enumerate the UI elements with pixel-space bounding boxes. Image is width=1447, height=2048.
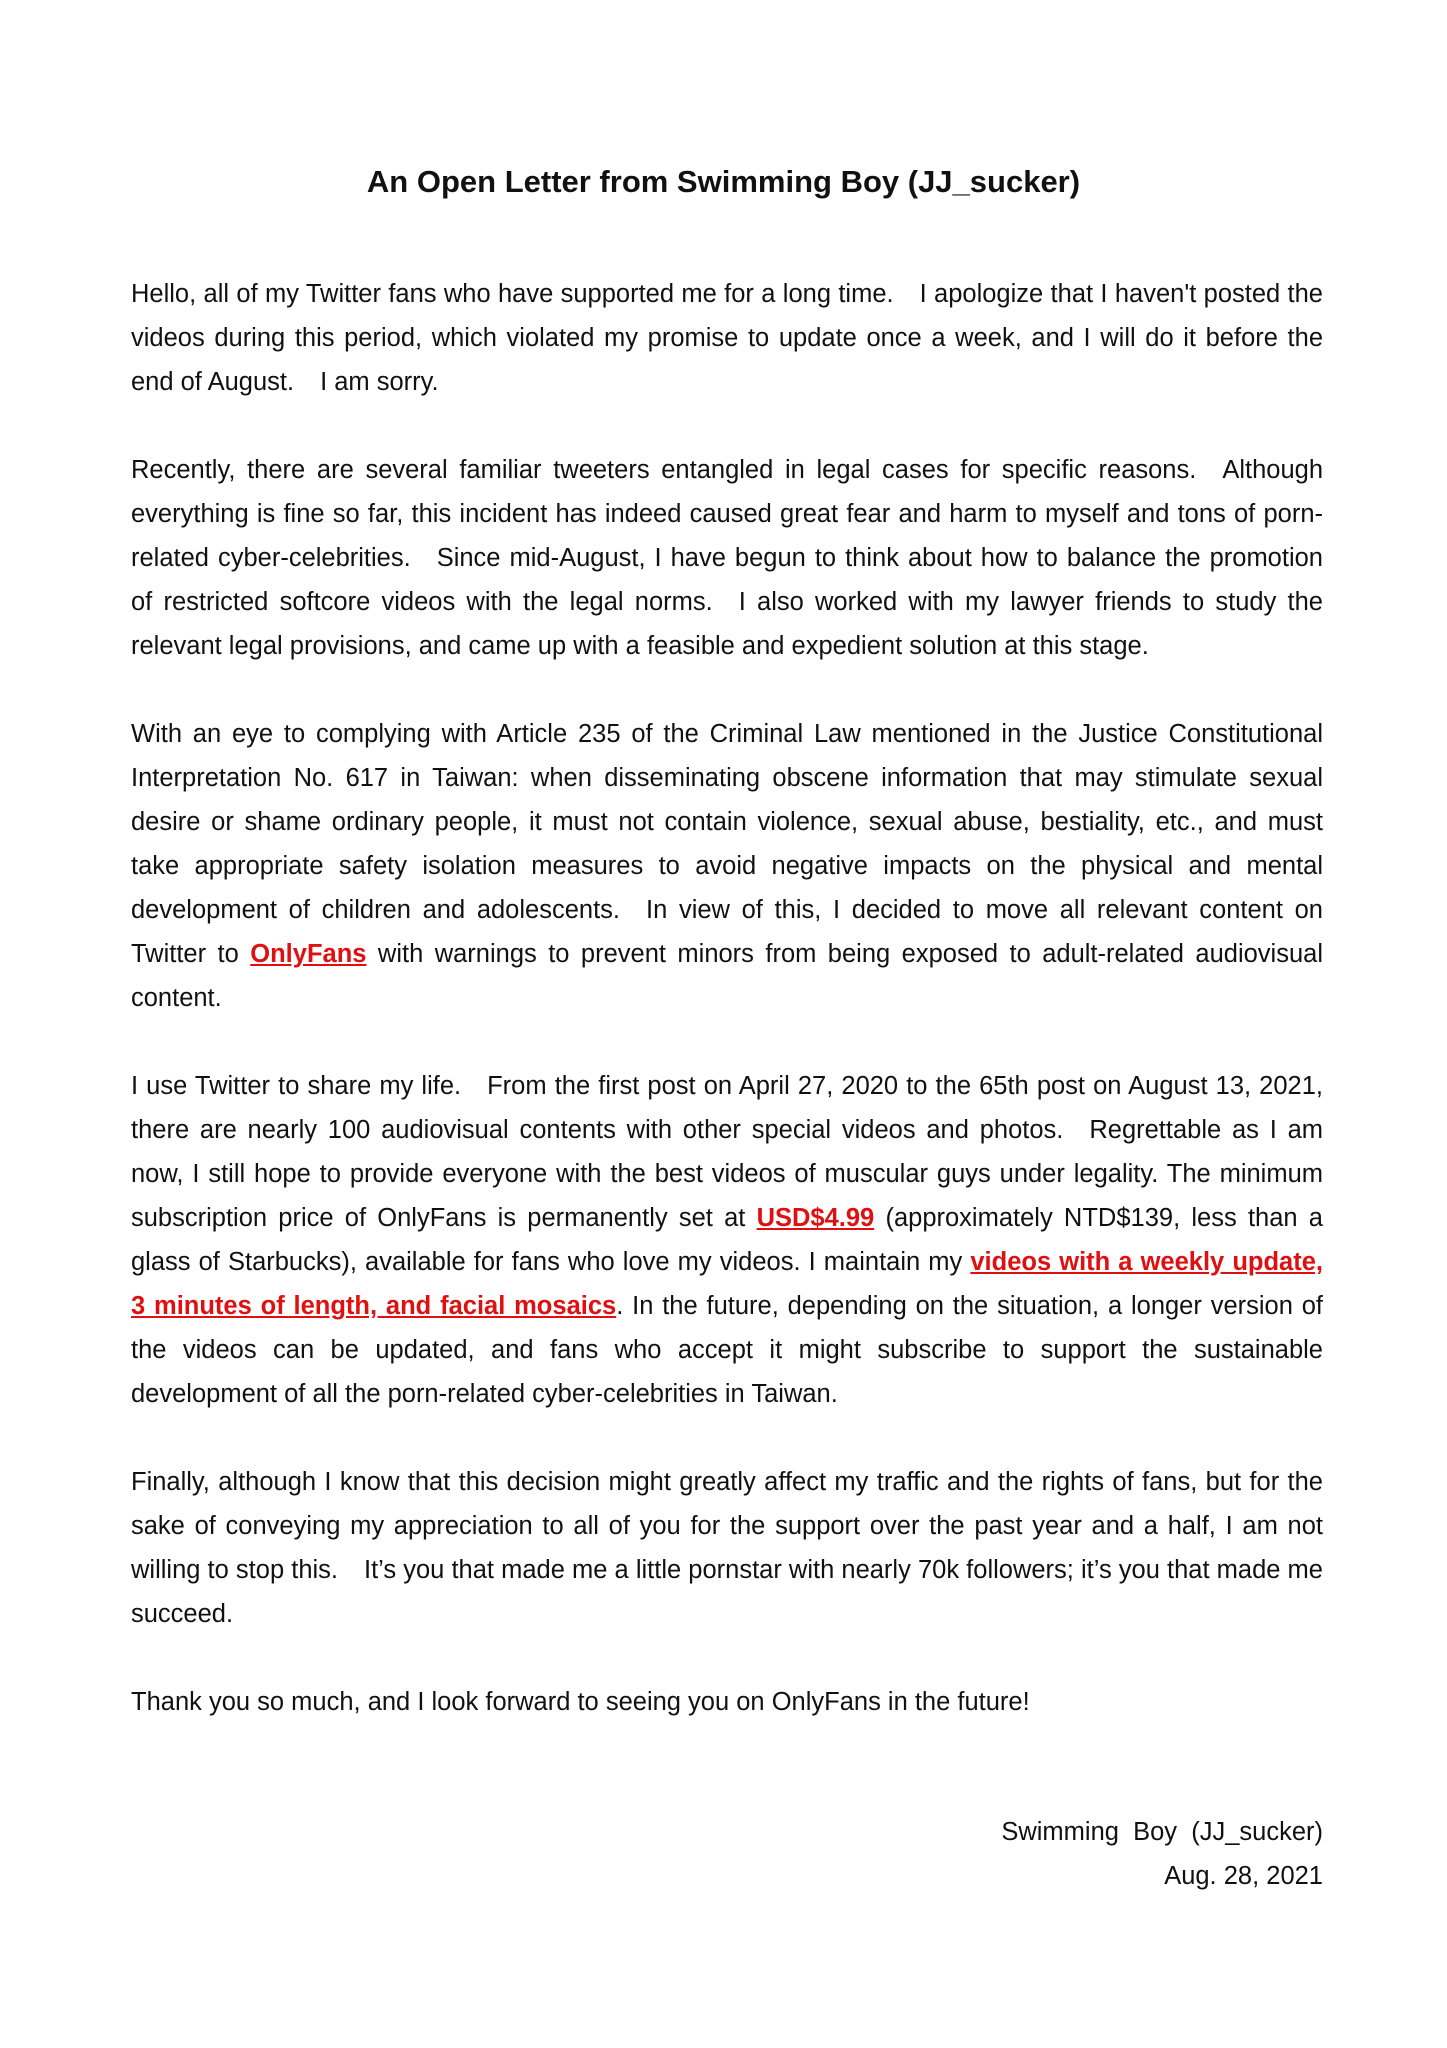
paragraph-subscription-text-a: I use Twitter to share my life. [131,1072,462,1100]
paragraph-legal-cases-text-d: I also worked with my lawyer friends to study the relevant legal provisions, and came up with a feasible and expedient solution at this stage. [131,588,1323,660]
onlyfans-link[interactable]: OnlyFans [250,940,367,968]
paragraph-greeting [131,272,1323,404]
paragraph-appreciation-text-a: Finally, although I know that this decision might greatly affect my traffic and the rights of fans, but for the sake of conveying my appreciation to all of you for the support over the past year and a half, I am not willing to stop this. [131,1468,1323,1584]
paragraph-legal-cases [131,448,1323,668]
letter-body [131,272,1323,1768]
video-terms-highlight: videos with a weekly update, 3 minutes of length, and facial mosaics [131,1248,1323,1320]
paragraph-greeting-text-c: I am sorry. [320,368,439,396]
paragraph-criminal-law-text-c: with warnings to prevent minors from being exposed to adult-related audiovisual content. [131,940,1323,1012]
paragraph-subscription-text-c: Regrettable as I am now, I still hope to provide everyone with the best videos of muscular guys under legality. The minimum subscription price of OnlyFans is permanently set at [131,1116,1323,1232]
paragraph-legal-cases-text-a: Recently, there are several familiar tweeters entangled in legal cases for specific reasons. [131,456,1197,484]
letter-title: An Open Letter from Swimming Boy (JJ_sucker) [366,164,1081,199]
signature-name: Swimming Boy (JJ_sucker) [1001,1818,1323,1846]
paragraph-greeting-text-b: I apologize that I haven't posted the videos during this period, which violated my promise to update once a week, and I will do it before the end of August. [131,280,1323,396]
paragraph-legal-cases-text-b: Although everything is fine so far, this incident has indeed caused great fear and harm to myself and tons of porn-related cyber-celebrities. [131,456,1323,572]
paragraph-legal-cases-text-c: Since mid-August, I have begun to think about how to balance the promotion of restricted softcore videos with the legal norms. [131,544,1323,616]
paragraph-subscription [131,1064,1323,1416]
paragraph-criminal-law-text-a: With an eye to complying with Article 235 of the Criminal Law mentioned in the Justice Constitutional Interpretation No. 617 in Taiwan: when disseminating obscene information that may stimulate sexual desire or shame ordinary people, it must not contain violence, sexual abuse, bestiality, etc., and must take appropriate safety isolation measures to avoid negative impacts on the physical and mental development of children and adolescents. [131,720,1323,924]
paragraph-criminal-law-text-b: In view of this, I decided to move all relevant content on Twitter to [131,896,1323,968]
paragraph-subscription-text-e: . In the future, depending on the situation, a longer version of the videos can be updated, and fans who accept it might subscribe to support the sustainable development of all the porn-related cyber-celebrities in Taiwan. [131,1292,1323,1408]
paragraph-subscription-text-d: (approximately NTD$139, less than a glass of Starbucks), available for fans who love my videos. I maintain my [131,1204,1323,1276]
paragraph-subscription-text-b: From the first post on April 27, 2020 to the 65th post on August 13, 2021, there are nearly 100 audiovisual contents with other special videos and photos. [131,1072,1323,1144]
paragraph-appreciation [131,1460,1323,1636]
signature-block [1001,1810,1323,1898]
subscription-price: USD$4.99 [756,1204,875,1232]
paragraph-closing: Thank you so much, and I look forward to seeing you on OnlyFans in the future! [131,1688,1030,1716]
paragraph-appreciation-text-b: It’s you that made me a little pornstar with nearly 70k followers; it’s you that made me succeed. [131,1556,1323,1628]
paragraph-criminal-law [131,712,1323,1020]
signature-date: Aug. 28, 2021 [1164,1862,1323,1890]
paragraph-greeting-text-a: Hello, all of my Twitter fans who have supported me for a long time. [131,280,894,308]
